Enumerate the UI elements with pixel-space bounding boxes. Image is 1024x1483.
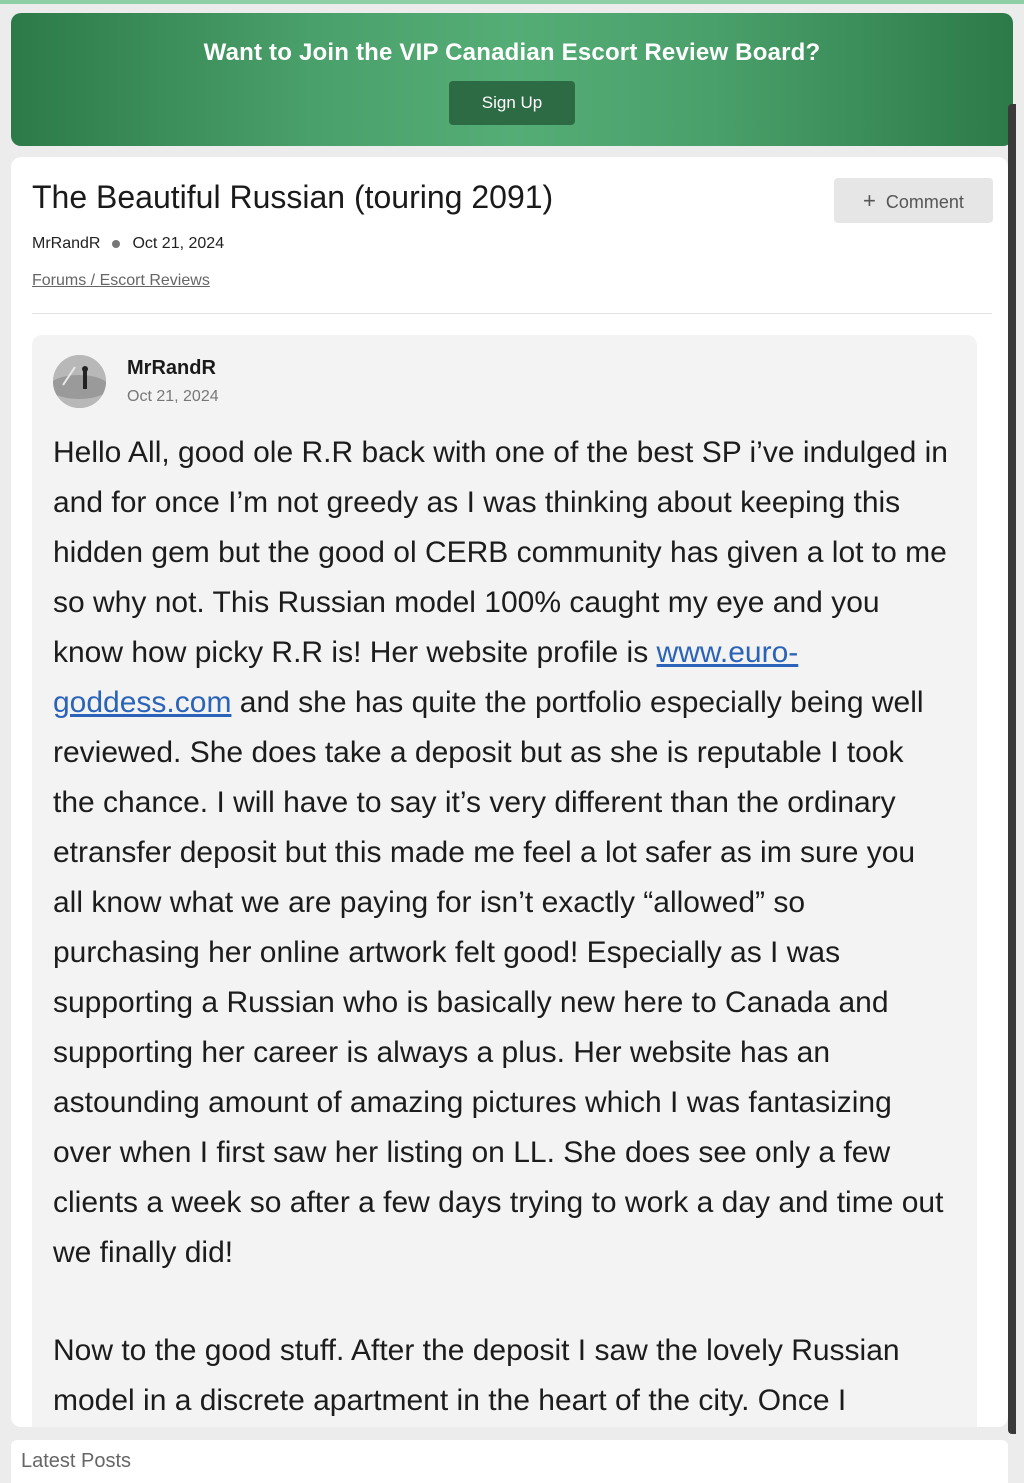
website-link[interactable]: www.euro-goddess.com [53, 636, 799, 719]
latest-posts-heading: Latest Posts [21, 1450, 132, 1472]
avatar-image [53, 355, 106, 408]
post-text-part2: and she has quite the portfolio especially being well reviewed. She does take a deposit but as she is reputable I took the chance. I will have to say it’s very different than the ordinary etransfer deposit but this made me feel a lot safer as im sure you all know what we are paying for isn’t exactly “allowed” so purchasing her online artwork felt good! Especially as I was supporting a Russian who is basically new here to Canada and supporting her career is always a plus. Her website has an astounding amount of amazing pictures which I was fantasizing over when I first saw her listing on LL. She does see only a few clients a week so after a few days trying to work a day and time out we finally did! [53, 686, 944, 1269]
banner-title: Want to Join the VIP Canadian Escort Review Board? [203, 39, 821, 66]
post-date: Oct 21, 2024 [127, 388, 219, 405]
divider [32, 313, 992, 314]
avatar[interactable] [53, 355, 106, 408]
post-paragraph-2: Now to the good stuff. After the deposit I saw the lovely Russian model in a discrete apartment in the heart of the city. Once I [53, 1334, 900, 1417]
thread-date: Oct 21, 2024 [132, 235, 225, 252]
post-author[interactable]: MrRandR [127, 357, 216, 379]
separator-dot [112, 240, 120, 248]
post-text-part1: Hello All, good ole R.R back with one of the best SP i’ve indulged in and for once I’m not greedy as I was thinking about keeping this hidden gem but the good ol CERB community has given a lot to me so why not. This Russian model 100% caught my eye and you know how picky R.R is! Her website profile is [53, 436, 948, 669]
post-body [53, 428, 953, 1278]
top-accent-strip [0, 0, 1024, 4]
vip-signup-banner [11, 13, 1013, 146]
latest-posts-section [11, 1440, 1008, 1483]
scrollbar[interactable] [1008, 104, 1016, 1434]
plus-icon: + [863, 188, 876, 213]
thread-meta [32, 235, 224, 253]
thread-card [11, 157, 1008, 1427]
thread-author[interactable]: MrRandR [32, 235, 101, 252]
breadcrumb[interactable]: Forums / Escort Reviews [32, 272, 210, 289]
post [32, 335, 977, 1427]
comment-button-label: Comment [885, 192, 964, 212]
sign-up-button[interactable]: Sign Up [449, 81, 575, 125]
comment-button[interactable] [834, 178, 993, 223]
thread-title: The Beautiful Russian (touring 2091) [32, 179, 554, 215]
